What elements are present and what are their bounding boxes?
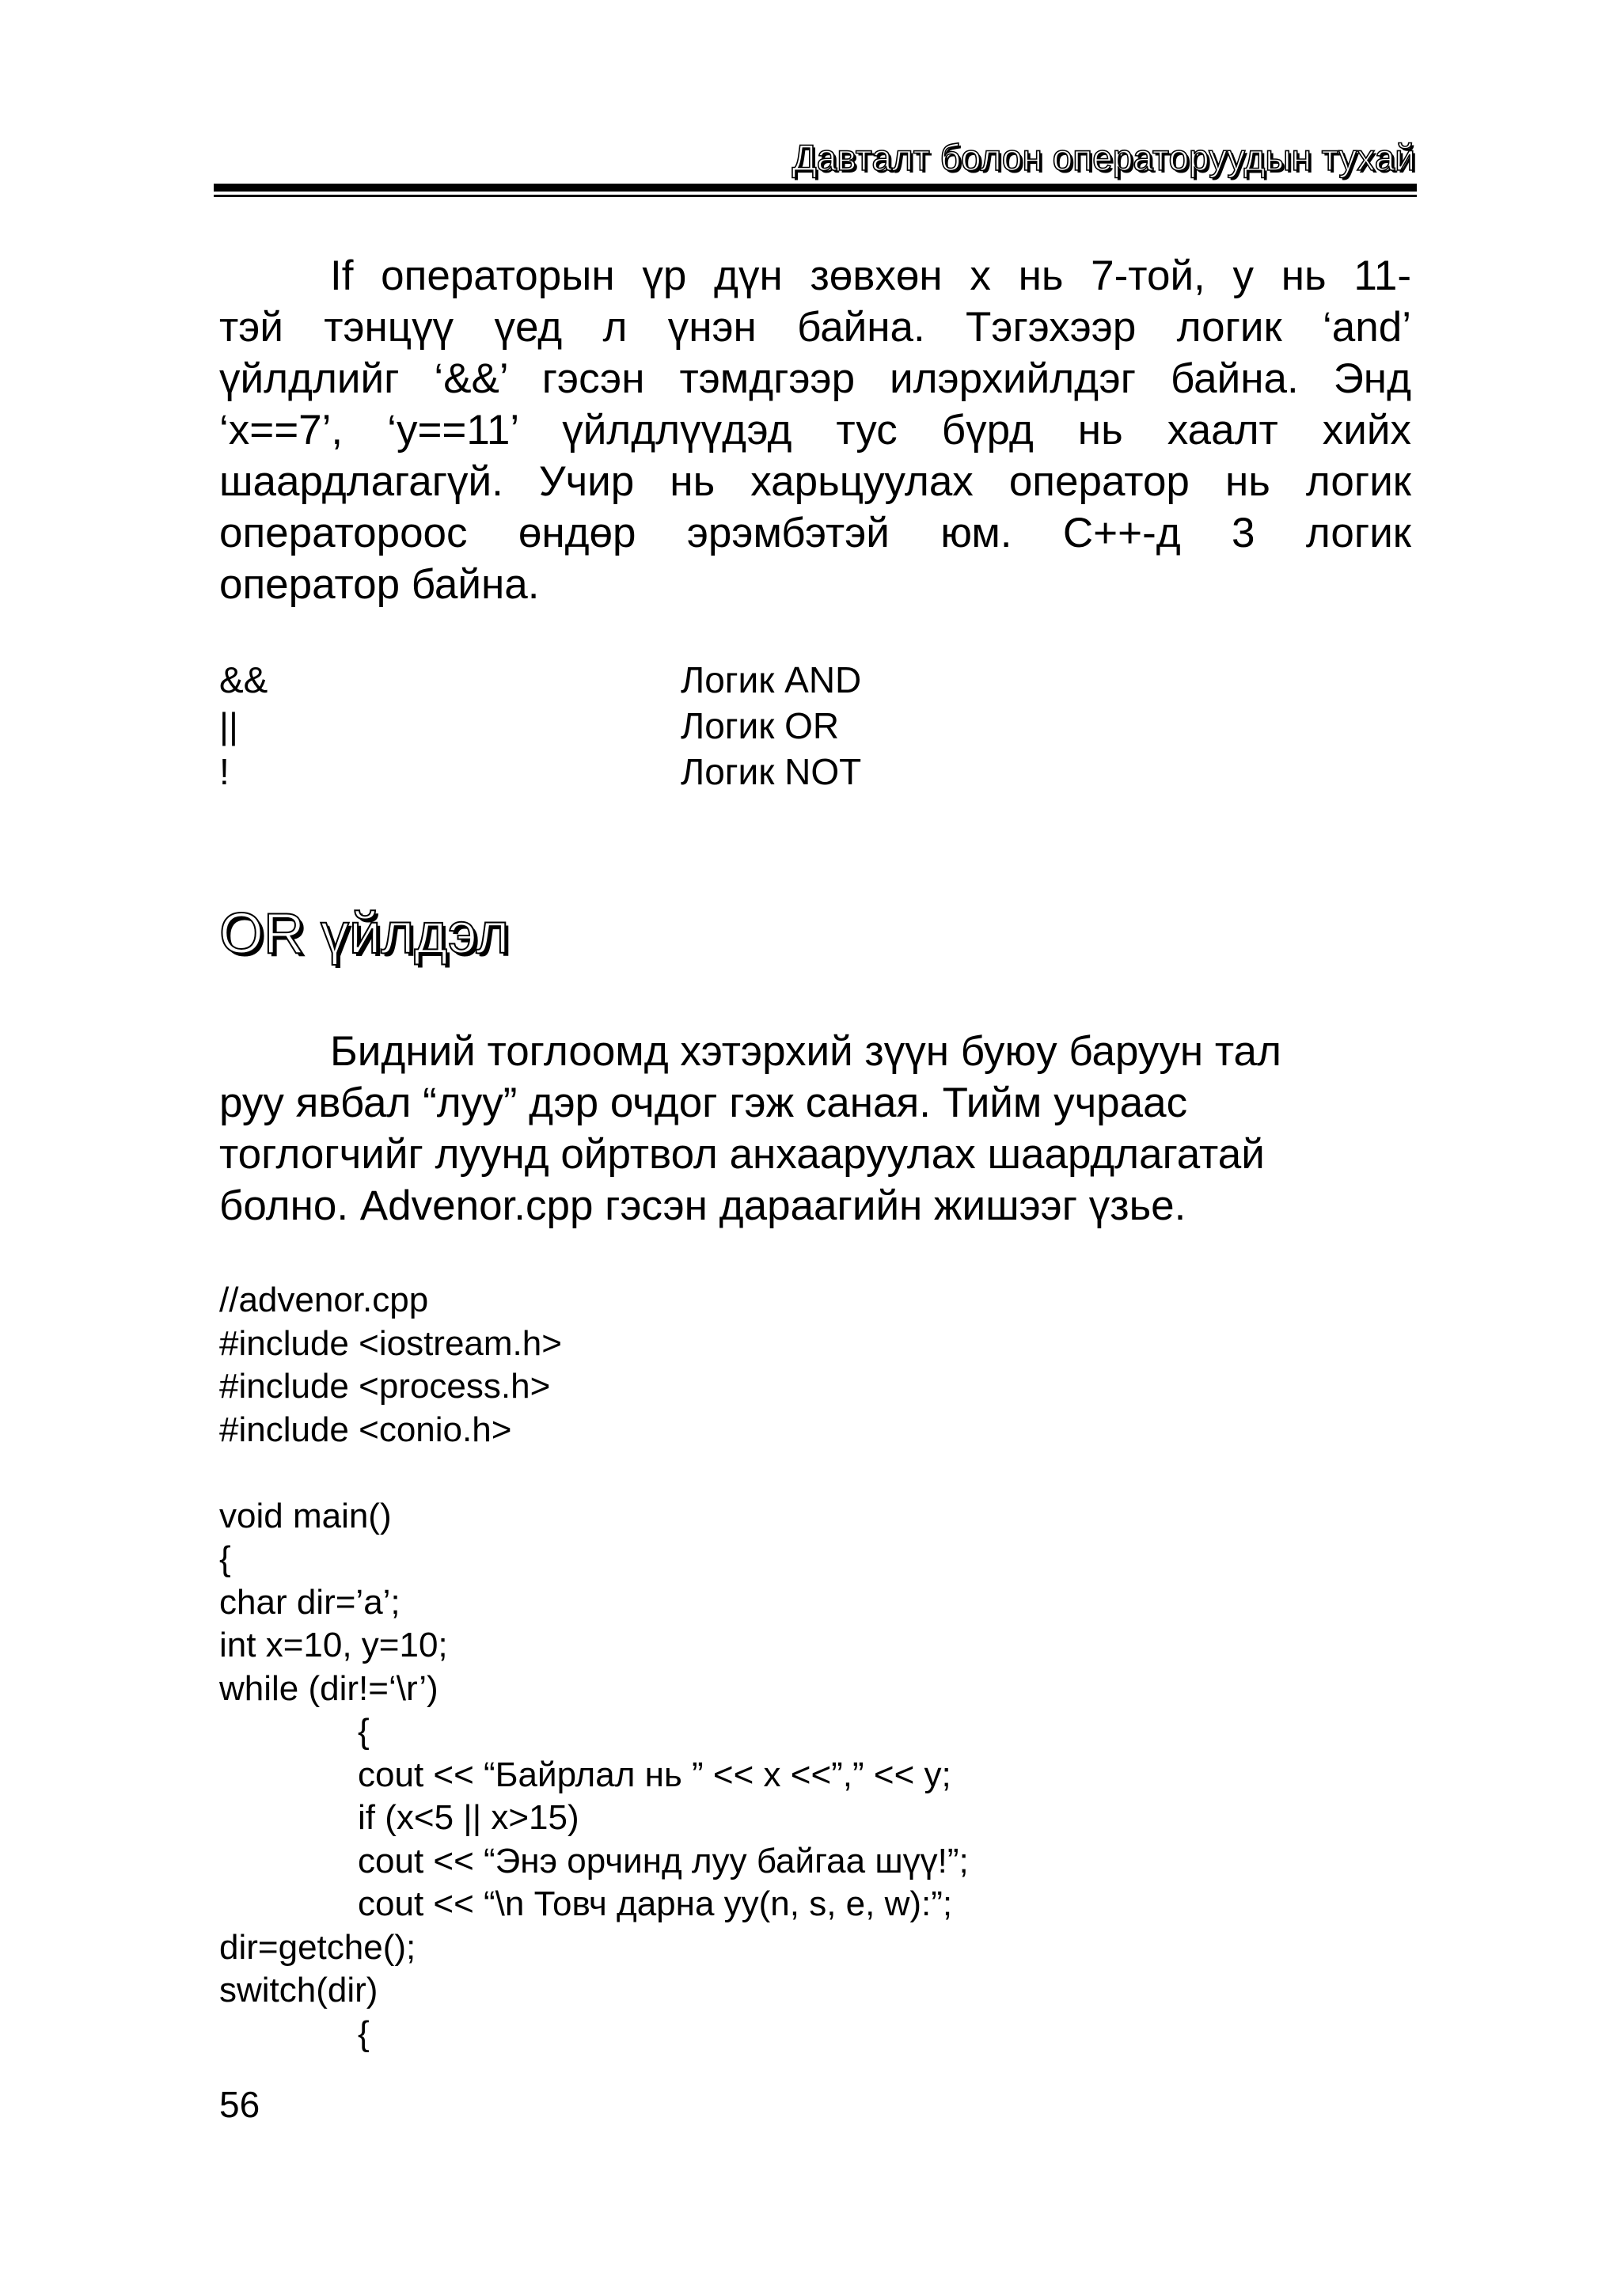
paragraph-line: ‘x==7’, ‘y==11’ үйлдлүүдэд тус бүрд нь хаалт хийх xyxy=(219,407,1411,454)
paragraph-line: оператор байна. xyxy=(219,561,540,608)
paragraph-line: руу явбал “луу” дэр очдог гэж саная. Тийм учраас xyxy=(219,1080,1188,1126)
paragraph-logic-and xyxy=(219,250,1411,610)
page-number: 56 xyxy=(219,2084,260,2125)
paragraph-line: If операторын үр дүн зөвхөн x нь 7-той, y нь 11- xyxy=(330,252,1411,299)
code-line: cout << “Байрлал нь ” << x <<”,” << y; xyxy=(358,1755,951,1794)
code-line: { xyxy=(219,1539,231,1578)
paragraph-line: шаардлагагүй. Учир нь харьцуулах оператор нь логик xyxy=(219,458,1411,505)
code-line: while (dir!=‘\r’) xyxy=(219,1668,438,1708)
operator-symbol: ! xyxy=(219,751,230,792)
code-line: cout << “Энэ орчинд луу байгаа шүү!”; xyxy=(358,1841,969,1880)
operator-description: Логик NOT xyxy=(681,751,862,792)
code-line: #include <iostream.h> xyxy=(219,1323,562,1363)
operator-row xyxy=(219,703,1169,749)
code-line: dir=getche(); xyxy=(219,1927,416,1967)
operator-description: Логик OR xyxy=(681,705,840,746)
operator-symbol: || xyxy=(219,705,238,746)
code-line: //advenor.cpp xyxy=(219,1281,429,1319)
code-line: void main() xyxy=(219,1496,392,1535)
section-title: OR үйлдэл xyxy=(219,902,510,966)
code-line: int x=10, y=10; xyxy=(219,1626,448,1664)
running-header: Давталт болон операторуудын тухай xyxy=(792,137,1415,178)
operator-row xyxy=(219,657,1169,703)
paragraph-line: болно. Advenor.cpp гэсэн дараагийн жишээг үзье. xyxy=(219,1182,1186,1229)
paragraph-line: оператороос өндөр эрэмбэтэй юм. C++-д 3 логик xyxy=(219,510,1411,556)
paragraph-or-intro xyxy=(219,1026,1411,1231)
header-rule-thin xyxy=(214,195,1417,197)
code-line: char dir=’a’; xyxy=(219,1582,401,1622)
operator-description: Логик AND xyxy=(681,659,862,700)
code-line: #include <process.h> xyxy=(219,1367,551,1406)
paragraph-line: үйлдлийг ‘&&’ гэсэн тэмдгээр илэрхийлдэг байна. Энд xyxy=(219,355,1411,402)
code-line: cout << “\n Товч дарна уу(n, s, e, w):”; xyxy=(358,1884,953,1923)
operator-row xyxy=(219,749,1169,795)
code-line: #include <conio.h> xyxy=(219,1410,512,1449)
paragraph-line: тэй тэнцүү үед л үнэн байна. Тэгэхээр логик ‘and’ xyxy=(219,304,1411,351)
code-line: { xyxy=(358,1712,370,1751)
code-line: switch(dir) xyxy=(219,1971,378,2009)
header-rule xyxy=(214,184,1417,192)
paragraph-line: тоглогчийг луунд ойртвол анхааруулах шаардлагатай xyxy=(219,1131,1265,1178)
code-line: if (x<5 || x>15) xyxy=(358,1798,579,1837)
operator-symbol: && xyxy=(219,659,268,700)
code-line xyxy=(219,1452,969,1495)
code-listing xyxy=(219,1279,969,2055)
logical-operators-table xyxy=(219,657,1169,795)
paragraph-line: Бидний тоглоомд хэтэрхий зүүн буюу баруун тал xyxy=(330,1028,1281,1075)
code-line: { xyxy=(358,2013,370,2053)
